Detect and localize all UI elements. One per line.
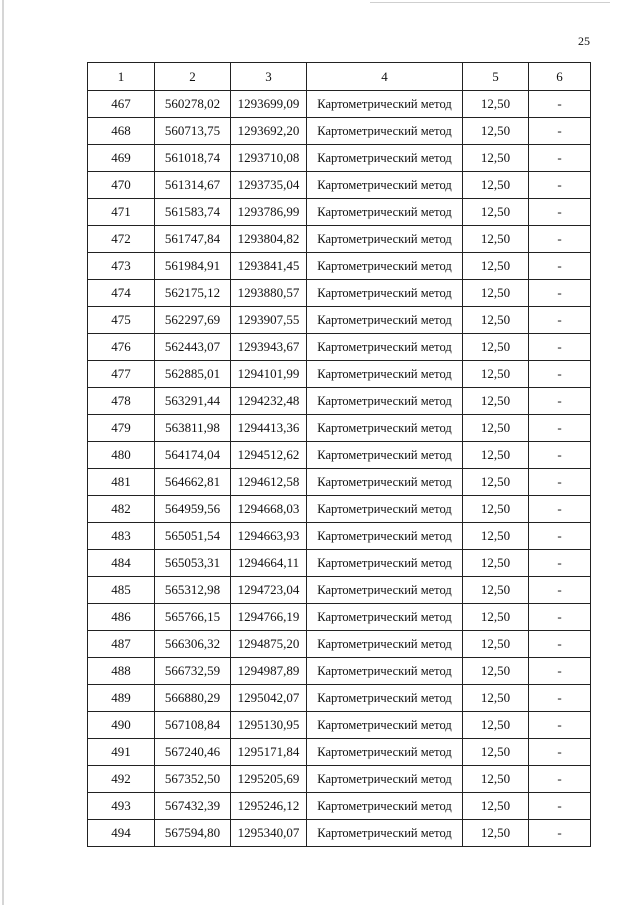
cell-point-number: 469 <box>88 145 155 172</box>
table-row <box>88 91 591 118</box>
cell-method: Картометрический метод <box>307 658 463 685</box>
cell-description: - <box>529 793 591 820</box>
cell-description: - <box>529 145 591 172</box>
cell-accuracy: 12,50 <box>463 442 529 469</box>
cell-description: - <box>529 658 591 685</box>
cell-point-number: 484 <box>88 550 155 577</box>
cell-method: Картометрический метод <box>307 712 463 739</box>
column-header-x-coordinate: 2 <box>155 63 231 91</box>
cell-description: - <box>529 91 591 118</box>
table-row <box>88 712 591 739</box>
cell-y-coordinate: 1294663,93 <box>231 523 307 550</box>
cell-x-coordinate: 567432,39 <box>155 793 231 820</box>
cell-x-coordinate: 562297,69 <box>155 307 231 334</box>
cell-method: Картометрический метод <box>307 226 463 253</box>
table-row <box>88 361 591 388</box>
cell-method: Картометрический метод <box>307 577 463 604</box>
table-row <box>88 280 591 307</box>
cell-point-number: 474 <box>88 280 155 307</box>
cell-x-coordinate: 562175,12 <box>155 280 231 307</box>
cell-description: - <box>529 280 591 307</box>
cell-x-coordinate: 565053,31 <box>155 550 231 577</box>
cell-accuracy: 12,50 <box>463 91 529 118</box>
cell-method: Картометрический метод <box>307 739 463 766</box>
cell-x-coordinate: 567594,80 <box>155 820 231 847</box>
cell-method: Картометрический метод <box>307 523 463 550</box>
cell-x-coordinate: 561314,67 <box>155 172 231 199</box>
table-row <box>88 469 591 496</box>
cell-point-number: 479 <box>88 415 155 442</box>
cell-description: - <box>529 226 591 253</box>
cell-method: Картометрический метод <box>307 91 463 118</box>
scan-edge-shadow <box>2 0 4 905</box>
cell-method: Картометрический метод <box>307 253 463 280</box>
cell-x-coordinate: 565766,15 <box>155 604 231 631</box>
cell-accuracy: 12,50 <box>463 334 529 361</box>
table-row <box>88 523 591 550</box>
cell-x-coordinate: 562443,07 <box>155 334 231 361</box>
cell-accuracy: 12,50 <box>463 172 529 199</box>
cell-point-number: 478 <box>88 388 155 415</box>
cell-x-coordinate: 561984,91 <box>155 253 231 280</box>
cell-x-coordinate: 564959,56 <box>155 496 231 523</box>
cell-point-number: 471 <box>88 199 155 226</box>
cell-description: - <box>529 415 591 442</box>
cell-x-coordinate: 566880,29 <box>155 685 231 712</box>
cell-description: - <box>529 172 591 199</box>
cell-accuracy: 12,50 <box>463 739 529 766</box>
cell-x-coordinate: 565312,98 <box>155 577 231 604</box>
table-row <box>88 685 591 712</box>
cell-y-coordinate: 1293692,20 <box>231 118 307 145</box>
cell-description: - <box>529 631 591 658</box>
table-row <box>88 253 591 280</box>
cell-x-coordinate: 561583,74 <box>155 199 231 226</box>
cell-y-coordinate: 1295205,69 <box>231 766 307 793</box>
cell-point-number: 477 <box>88 361 155 388</box>
cell-y-coordinate: 1294723,04 <box>231 577 307 604</box>
cell-x-coordinate: 564662,81 <box>155 469 231 496</box>
cell-point-number: 485 <box>88 577 155 604</box>
cell-accuracy: 12,50 <box>463 253 529 280</box>
cell-point-number: 480 <box>88 442 155 469</box>
cell-accuracy: 12,50 <box>463 604 529 631</box>
cell-y-coordinate: 1294766,19 <box>231 604 307 631</box>
cell-x-coordinate: 560713,75 <box>155 118 231 145</box>
table-body <box>88 91 591 847</box>
cell-y-coordinate: 1293804,82 <box>231 226 307 253</box>
cell-description: - <box>529 766 591 793</box>
table-row <box>88 118 591 145</box>
table-row <box>88 172 591 199</box>
coordinates-table <box>87 62 591 847</box>
cell-accuracy: 12,50 <box>463 145 529 172</box>
table-row <box>88 307 591 334</box>
cell-y-coordinate: 1294413,36 <box>231 415 307 442</box>
cell-description: - <box>529 307 591 334</box>
table-row <box>88 496 591 523</box>
cell-accuracy: 12,50 <box>463 685 529 712</box>
cell-method: Картометрический метод <box>307 766 463 793</box>
cell-accuracy: 12,50 <box>463 280 529 307</box>
cell-method: Картометрический метод <box>307 820 463 847</box>
cell-point-number: 481 <box>88 469 155 496</box>
cell-point-number: 467 <box>88 91 155 118</box>
cell-method: Картометрический метод <box>307 334 463 361</box>
cell-method: Картометрический метод <box>307 361 463 388</box>
cell-y-coordinate: 1293699,09 <box>231 91 307 118</box>
cell-point-number: 493 <box>88 793 155 820</box>
cell-point-number: 491 <box>88 739 155 766</box>
cell-point-number: 487 <box>88 631 155 658</box>
cell-y-coordinate: 1294668,03 <box>231 496 307 523</box>
cell-accuracy: 12,50 <box>463 118 529 145</box>
cell-accuracy: 12,50 <box>463 496 529 523</box>
cell-point-number: 492 <box>88 766 155 793</box>
cell-method: Картометрический метод <box>307 496 463 523</box>
cell-method: Картометрический метод <box>307 388 463 415</box>
cell-point-number: 472 <box>88 226 155 253</box>
cell-y-coordinate: 1295246,12 <box>231 793 307 820</box>
table-row <box>88 442 591 469</box>
cell-method: Картометрический метод <box>307 685 463 712</box>
cell-method: Картометрический метод <box>307 415 463 442</box>
cell-description: - <box>529 739 591 766</box>
cell-x-coordinate: 561018,74 <box>155 145 231 172</box>
cell-y-coordinate: 1293735,04 <box>231 172 307 199</box>
cell-y-coordinate: 1293907,55 <box>231 307 307 334</box>
cell-point-number: 490 <box>88 712 155 739</box>
cell-point-number: 494 <box>88 820 155 847</box>
cell-x-coordinate: 563291,44 <box>155 388 231 415</box>
cell-x-coordinate: 565051,54 <box>155 523 231 550</box>
cell-accuracy: 12,50 <box>463 712 529 739</box>
cell-y-coordinate: 1294875,20 <box>231 631 307 658</box>
cell-method: Картометрический метод <box>307 199 463 226</box>
cell-accuracy: 12,50 <box>463 469 529 496</box>
cell-description: - <box>529 523 591 550</box>
table-row <box>88 145 591 172</box>
cell-method: Картометрический метод <box>307 631 463 658</box>
table-row <box>88 820 591 847</box>
table-row <box>88 550 591 577</box>
cell-point-number: 476 <box>88 334 155 361</box>
column-header-method: 4 <box>307 63 463 91</box>
scan-top-line <box>370 2 610 3</box>
cell-accuracy: 12,50 <box>463 307 529 334</box>
cell-y-coordinate: 1293880,57 <box>231 280 307 307</box>
cell-accuracy: 12,50 <box>463 199 529 226</box>
cell-description: - <box>529 685 591 712</box>
cell-method: Картометрический метод <box>307 469 463 496</box>
cell-accuracy: 12,50 <box>463 415 529 442</box>
cell-method: Картометрический метод <box>307 307 463 334</box>
cell-description: - <box>529 820 591 847</box>
cell-point-number: 488 <box>88 658 155 685</box>
cell-accuracy: 12,50 <box>463 658 529 685</box>
cell-description: - <box>529 550 591 577</box>
cell-y-coordinate: 1295171,84 <box>231 739 307 766</box>
cell-x-coordinate: 561747,84 <box>155 226 231 253</box>
column-header-description: 6 <box>529 63 591 91</box>
cell-point-number: 468 <box>88 118 155 145</box>
page-number: 25 <box>578 34 590 48</box>
cell-point-number: 483 <box>88 523 155 550</box>
cell-description: - <box>529 577 591 604</box>
cell-x-coordinate: 560278,02 <box>155 91 231 118</box>
cell-accuracy: 12,50 <box>463 793 529 820</box>
cell-description: - <box>529 604 591 631</box>
column-header-y-coordinate: 3 <box>231 63 307 91</box>
cell-point-number: 475 <box>88 307 155 334</box>
cell-description: - <box>529 334 591 361</box>
cell-x-coordinate: 562885,01 <box>155 361 231 388</box>
table-row <box>88 658 591 685</box>
cell-accuracy: 12,50 <box>463 550 529 577</box>
table-row <box>88 739 591 766</box>
cell-y-coordinate: 1295042,07 <box>231 685 307 712</box>
cell-method: Картометрический метод <box>307 172 463 199</box>
cell-point-number: 473 <box>88 253 155 280</box>
cell-method: Картометрический метод <box>307 442 463 469</box>
table-header-row <box>88 63 591 91</box>
table-row <box>88 199 591 226</box>
cell-method: Картометрический метод <box>307 604 463 631</box>
table-row <box>88 766 591 793</box>
cell-method: Картометрический метод <box>307 280 463 307</box>
cell-point-number: 489 <box>88 685 155 712</box>
table-row <box>88 415 591 442</box>
cell-y-coordinate: 1295340,07 <box>231 820 307 847</box>
table-row <box>88 577 591 604</box>
table-row <box>88 334 591 361</box>
cell-y-coordinate: 1293841,45 <box>231 253 307 280</box>
cell-x-coordinate: 567352,50 <box>155 766 231 793</box>
cell-description: - <box>529 253 591 280</box>
cell-x-coordinate: 566306,32 <box>155 631 231 658</box>
cell-method: Картометрический метод <box>307 118 463 145</box>
cell-x-coordinate: 564174,04 <box>155 442 231 469</box>
cell-description: - <box>529 442 591 469</box>
cell-method: Картометрический метод <box>307 550 463 577</box>
cell-accuracy: 12,50 <box>463 820 529 847</box>
cell-accuracy: 12,50 <box>463 361 529 388</box>
cell-y-coordinate: 1294101,99 <box>231 361 307 388</box>
cell-accuracy: 12,50 <box>463 388 529 415</box>
column-header-point-number: 1 <box>88 63 155 91</box>
table-row <box>88 631 591 658</box>
cell-y-coordinate: 1294664,11 <box>231 550 307 577</box>
cell-method: Картометрический метод <box>307 793 463 820</box>
cell-accuracy: 12,50 <box>463 631 529 658</box>
cell-description: - <box>529 388 591 415</box>
cell-x-coordinate: 566732,59 <box>155 658 231 685</box>
cell-x-coordinate: 567240,46 <box>155 739 231 766</box>
table-row <box>88 604 591 631</box>
cell-y-coordinate: 1293710,08 <box>231 145 307 172</box>
cell-y-coordinate: 1293786,99 <box>231 199 307 226</box>
cell-accuracy: 12,50 <box>463 577 529 604</box>
table-row <box>88 226 591 253</box>
cell-accuracy: 12,50 <box>463 523 529 550</box>
table-row <box>88 793 591 820</box>
cell-accuracy: 12,50 <box>463 226 529 253</box>
column-header-accuracy: 5 <box>463 63 529 91</box>
cell-x-coordinate: 563811,98 <box>155 415 231 442</box>
cell-description: - <box>529 712 591 739</box>
cell-y-coordinate: 1293943,67 <box>231 334 307 361</box>
cell-point-number: 486 <box>88 604 155 631</box>
cell-description: - <box>529 199 591 226</box>
cell-y-coordinate: 1295130,95 <box>231 712 307 739</box>
cell-y-coordinate: 1294232,48 <box>231 388 307 415</box>
cell-accuracy: 12,50 <box>463 766 529 793</box>
cell-description: - <box>529 469 591 496</box>
cell-description: - <box>529 118 591 145</box>
cell-y-coordinate: 1294612,58 <box>231 469 307 496</box>
cell-point-number: 470 <box>88 172 155 199</box>
cell-point-number: 482 <box>88 496 155 523</box>
table-row <box>88 388 591 415</box>
cell-y-coordinate: 1294987,89 <box>231 658 307 685</box>
cell-description: - <box>529 496 591 523</box>
cell-x-coordinate: 567108,84 <box>155 712 231 739</box>
cell-description: - <box>529 361 591 388</box>
cell-y-coordinate: 1294512,62 <box>231 442 307 469</box>
cell-method: Картометрический метод <box>307 145 463 172</box>
